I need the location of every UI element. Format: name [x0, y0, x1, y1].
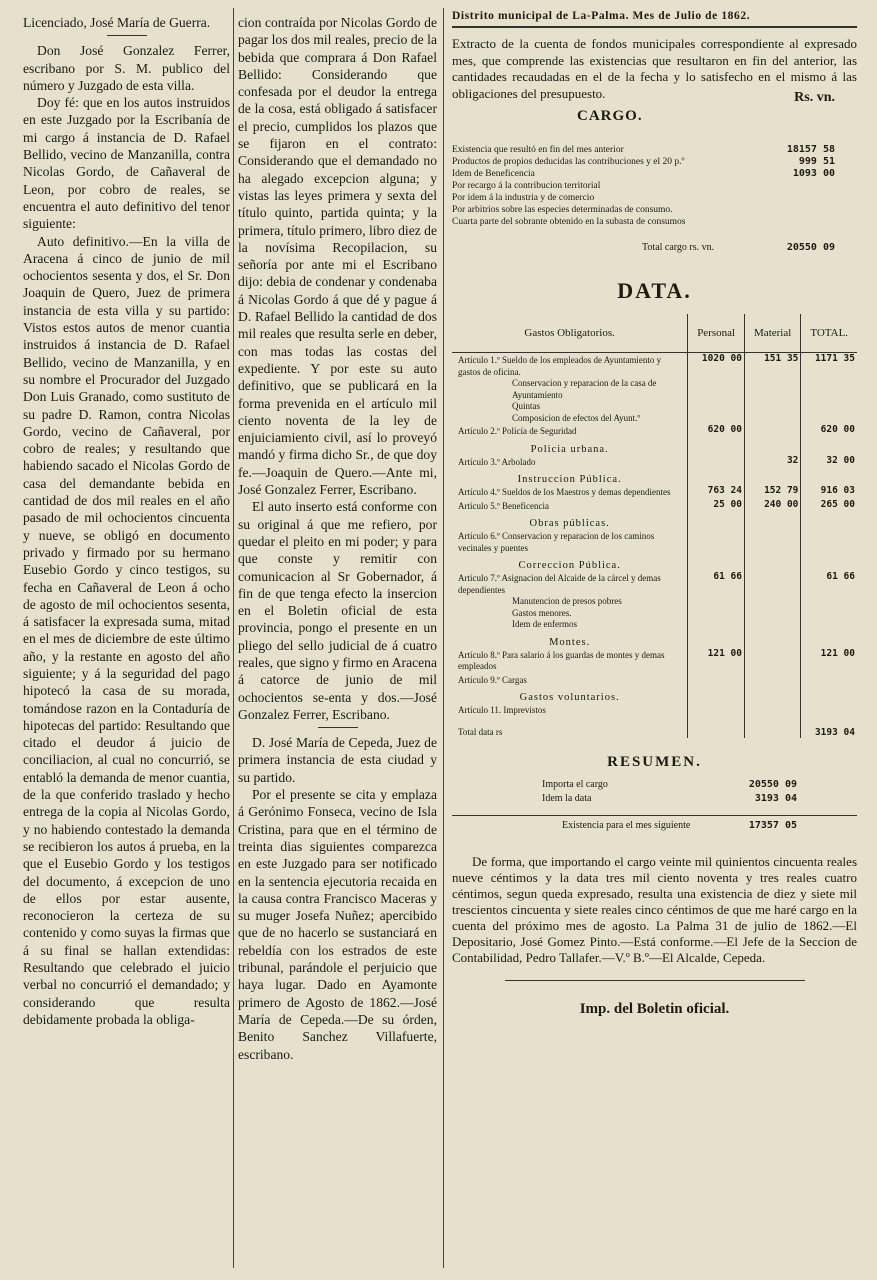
- article-row: [452, 378, 857, 401]
- signature-line: Licenciado, José María de Guerra.: [23, 15, 211, 30]
- cargo-row-label: Idem de Beneficencia: [452, 169, 535, 179]
- section-label: Correccion Pública.: [452, 554, 688, 571]
- article-row: [452, 619, 857, 631]
- notice-continuation: cion contraída por Nicolas Gordo de pagar los dos mil reales, precio de la bebida que comprara á Don Rafael Bellido: Considerando que confesada por el deudor la entrega de la cosa, está obligado á satisfacer el precio, cumplidos los plazos que se fijaron en el contrato: Considerando que el demandado no ha alegado excepcion alguna; y vistas las leyes primera y sexta del título quinto, partida quinta; y la primera, título primero, libro diez de la novísima Recopilacion, su señoría por ante mi el Escribano dijo: debia de condenar y condenaba á Nicolas Gordo á que dé y pague á D. Rafael Bellido la cantidad de dos mil reales que resulta serle en deber, con mas todas las costas del expediente. Y por este su auto definitivo, que se publicará en la forma prevenida en el artículo mil ciento noventa de la ley de enjuiciamiento civil, así lo proveyó mandó y firma dicho Sr., de que doy fe.—Joaquin de Quero.—Ante mi, José Gonzalez Ferrer, Escribano.: [238, 15, 437, 498]
- personal-amount: [688, 717, 745, 739]
- cargo-row: [452, 168, 857, 180]
- header-material: Material: [744, 314, 800, 353]
- personal-amount: [688, 619, 745, 631]
- material-amount: [744, 468, 800, 485]
- article-row: [452, 571, 857, 596]
- total-amount: 121 00: [820, 647, 855, 659]
- header-gastos: Gastos Obligatorios.: [452, 314, 688, 353]
- cargo-list: [452, 144, 857, 228]
- resumen-label: Existencia para el mes siguiente: [562, 820, 691, 831]
- resumen-row: [452, 815, 857, 836]
- row-label: Artículo 2.º Policía de Seguridad: [452, 424, 688, 438]
- material-amount: 32: [744, 455, 800, 469]
- section-label: Instruccion Pública.: [452, 468, 688, 485]
- notice-paragraph: El auto inserto está conforme con su original á que me refiero, por quedar el pleito en mi poder; y para que conste y remitir con comunicacion al Sr Gobernador, á fin de que tenga efecto la insercion en el Boletin oficial de esta provincia, pongo el presente en un pliego del sello judicial de á cuatro reales, que signo y firmo en Aracena á catorce de junio de mil ochocientos se-enta y dos.—José Gonzalez Ferrer, Escribano.: [238, 499, 437, 722]
- separator-rule: [107, 35, 147, 36]
- cargo-row-label: Productos de propios deducidas las contribuciones y el 20 p.º: [452, 157, 685, 167]
- total-amount: 3193 04: [814, 726, 855, 738]
- material-amount: [744, 631, 800, 648]
- article-row: [452, 703, 857, 717]
- row-label: Artículo 6.º Conservacion y reparacion de los caminos vecinales y puentes: [452, 529, 688, 554]
- total-amount: 620 00: [820, 424, 855, 435]
- row-label: Artículo 1.º Sueldo de los empleados de Ayuntamiento y gastos de oficina.: [452, 353, 688, 379]
- cargo-row-label: Por idem á la industria y de comercio: [452, 193, 595, 203]
- cargo-total-amount: 20550 09: [786, 242, 835, 253]
- article-row: [452, 401, 857, 413]
- total-amount: [801, 554, 857, 571]
- personal-amount: 763 24: [688, 485, 745, 499]
- total-amount: [801, 529, 857, 554]
- personal-amount: 25 00: [688, 499, 745, 513]
- printer-footer: Imp. del Boletin oficial.: [579, 1001, 730, 1017]
- personal-amount: 1020 00: [688, 353, 745, 379]
- row-label: Artículo 3.º Arbolado: [452, 455, 688, 469]
- resumen-label: Idem la data: [542, 793, 592, 804]
- material-amount: [744, 378, 800, 401]
- personal-amount: 121 00: [688, 648, 745, 673]
- currency-label: Rs. vn.: [794, 90, 835, 105]
- article-row: [452, 596, 857, 608]
- resumen-title: RESUMEN.: [607, 754, 702, 770]
- article-row: [452, 413, 857, 425]
- cargo-row-amount: 18157 58: [786, 144, 835, 155]
- material-amount: [744, 554, 800, 571]
- section-row: [452, 438, 857, 455]
- personal-amount: 620 00: [688, 424, 745, 438]
- section-label: Policia urbana.: [452, 438, 688, 455]
- personal-amount: [688, 703, 745, 717]
- resumen-amount: 17357 05: [748, 820, 797, 831]
- personal-amount: [688, 596, 745, 608]
- cargo-header: [452, 90, 857, 144]
- notice-paragraph: Doy fé: que en los autos instruidos en este Juzgado por la Escribanía de mi cargo á instancia de D. Rafael Bellido, vecino de Manzanilla, contra Nicolas Gordo, de Cañaveral de Leon, por cobro de reales, se encuentra el auto definitivo del tenor siguiente:: [23, 95, 230, 232]
- total-amount: [801, 703, 857, 717]
- column-legal-notice-2: [238, 14, 437, 1063]
- personal-amount: [688, 438, 745, 455]
- notary-heading: Don José Gonzalez Ferrer, escribano por S. M. publico del número y Juzgado de esta villa.: [23, 43, 230, 93]
- row-label: Quintas: [452, 401, 688, 413]
- section-row: [452, 468, 857, 485]
- cargo-total-row: [452, 242, 857, 266]
- personal-amount: [688, 378, 745, 401]
- section-label: Obras públicas.: [452, 512, 688, 529]
- row-label: Artículo 11. Imprevistos: [452, 703, 688, 717]
- total-amount: [801, 619, 857, 631]
- personal-amount: [688, 608, 745, 620]
- resumen-row: [452, 779, 857, 793]
- row-label: Gastos menores.: [452, 608, 688, 620]
- cargo-total-label: Total cargo rs. vn.: [642, 242, 715, 253]
- material-amount: 151 35: [744, 353, 800, 379]
- row-label: Composicion de efectos del Ayunt.º: [452, 413, 688, 425]
- total-amount: [801, 608, 857, 620]
- personal-amount: [688, 631, 745, 648]
- cargo-row-label: Cuarta parte del sobrante obtenido en la subasta de consumos: [452, 217, 686, 227]
- row-label: Idem de enfermos: [452, 619, 688, 631]
- row-label: Manutencion de presos pobres: [452, 596, 688, 608]
- total-amount: [801, 438, 857, 455]
- data-table-header: [452, 314, 857, 353]
- data-table-body: [452, 353, 857, 739]
- cargo-row: [452, 204, 857, 216]
- material-amount: [744, 619, 800, 631]
- cargo-row-label: Por arbitrios sobre las especies determinadas de consumo.: [452, 205, 673, 215]
- total-amount: 1171 35: [814, 353, 855, 364]
- section-label: Montes.: [452, 631, 688, 648]
- column-municipal-account: [452, 10, 857, 1018]
- data-table: [452, 314, 857, 738]
- total-amount: [801, 468, 857, 485]
- row-label: Artículo 4.º Sueldos de los Maestros y demas dependientes: [452, 485, 688, 499]
- total-amount: [801, 401, 857, 413]
- row-label: Artículo 8.º Para salario á los guardas de montes y demas empleados: [452, 648, 688, 673]
- footer-rule: [505, 980, 805, 981]
- total-amount: 32 00: [826, 454, 855, 466]
- article-row: [452, 455, 857, 469]
- total-amount: [801, 686, 857, 703]
- material-amount: 152 79: [744, 485, 800, 499]
- resumen-amount: 3193 04: [754, 793, 797, 804]
- column-divider: [233, 8, 234, 1268]
- total-amount: [801, 596, 857, 608]
- material-amount: [744, 717, 800, 739]
- cargo-row: [452, 180, 857, 192]
- total-amount: [801, 378, 857, 401]
- total-amount: [801, 631, 857, 648]
- resumen-row: [452, 793, 857, 807]
- total-amount: 916 03: [820, 485, 855, 496]
- article-row: [452, 673, 857, 687]
- material-amount: [744, 424, 800, 438]
- column-legal-notice-1: [23, 14, 230, 1028]
- judge-heading: D. José María de Cepeda, Juez de primera instancia de esta ciudad y su partido.: [238, 735, 437, 785]
- cargo-row-label: Existencia que resultó en fin del mes anterior: [452, 145, 624, 155]
- personal-amount: [688, 512, 745, 529]
- total-amount: [801, 413, 857, 425]
- personal-amount: [688, 455, 745, 469]
- resumen-amount: 20550 09: [748, 779, 797, 790]
- material-amount: [744, 529, 800, 554]
- personal-amount: [688, 413, 745, 425]
- material-amount: [744, 673, 800, 687]
- personal-amount: [688, 529, 745, 554]
- row-label: Artículo 7.º Asignacion del Alcaide de la cárcel y demas dependientes: [452, 571, 688, 596]
- cargo-row: [452, 144, 857, 156]
- material-amount: [744, 703, 800, 717]
- total-amount: [801, 673, 857, 687]
- personal-amount: [688, 673, 745, 687]
- section-row: [452, 512, 857, 529]
- header-total: TOTAL.: [801, 314, 857, 353]
- cargo-row-label: Por recargo á la contribucion territorial: [452, 181, 601, 191]
- section-row: [452, 631, 857, 648]
- material-amount: [744, 596, 800, 608]
- summons-paragraph: Por el presente se cita y emplaza á Gerónimo Fonseca, vecino de Isla Cristina, para que en el término de treinta dias siguientes comparezca en este Juzgado para ser notificado en la sentencia ejecutoria recaida en la causa contra Francisco Maceras y su muger Josefa Nuñez; apercibido que de no hacerlo se sustanciará en rebeldía con los estrados de este tribunal, parándole el perjuicio que haya lugar. Dado en Ayamonte primero de Agosto de 1862.—José María de Cepeda.—De su órden, Benito Sanchez Villafuerte, escribano.: [238, 787, 437, 1062]
- section-label: Gastos voluntarios.: [452, 686, 688, 703]
- cargo-row-amount: 1093 00: [792, 168, 835, 179]
- material-amount: [744, 648, 800, 673]
- cargo-row: [452, 156, 857, 168]
- material-amount: [744, 438, 800, 455]
- article-row: [452, 424, 857, 438]
- row-label: Conservacion y reparacion de la casa de Ayuntamiento: [452, 378, 688, 401]
- separator-rule: [318, 727, 358, 728]
- auto-definitivo-paragraph: Auto definitivo.—En la villa de Aracena á cinco de junio de mil ochocientos sesenta y dos, el Sr. Don Joaquin de Quero, Juez de primera instancia de esta villa y su partido: Vistos estos autos de menor cuantia instruidos á instancia de D. Rafael Bellido, vecino de Manzanilla, y en su nombre el Procurador del Juzgado Don Luis Granado, como sustituto de su padre D. Ramon, contra Nicolas Gordo, vecino de Cañaveral, por cobro de reales; y resultando que habiendo sacado el Nicolas Gordo de casa del demandante bebida en cantidad de dos mil reales en el año pasado de mil ochocientos cincuenta y nueve, se obligó en documento privado y firmado por su hermano Eusebio Gordo y cinco testigos, su fecha en Cañaveral de Leon á ocho de agosto de mil ochocientos sesenta, á satisfacer la expresada suma, mitad en el mes de diciembre de este último año, y la restante en agosto del año siguiente; y á la seguridad del pago hipotecó la casa de su morada, tomándose razon en la Contaduría de hipotecas del partido: Resultando que citado el deudor á juicio de conciliacion, al cual no concurrió, se entabló la demanda de menor cuantia, de la que conferido traslado y hecho entrega de la copia al Nicolas Gordo, y no habiendo contestado la demanda se recibieron los autos á prueba, en la que el Eusebio Gordo y los testigos del documento, á excepcion de uno de ellos por estar ausente, reconocieron la certeza de su contenido y como suyas la firmas que á su final se hallan extendidas: Resultando que celebrado el juicio verbal no concurrió el demandado; y considerando que resulta debidamente probada la obliga-: [23, 233, 230, 1027]
- personal-amount: [688, 468, 745, 485]
- total-amount: [801, 512, 857, 529]
- account-intro: Extracto de la cuenta de fondos municipales correspondiente al expresado mes, que comprende las existencias que resultaron en fin del anterior, las cantidades recaudadas en el de la fecha y lo satisfecho en el mismo á las obligaciones del presupuesto.: [452, 36, 857, 101]
- material-amount: [744, 413, 800, 425]
- column-divider: [443, 8, 444, 1268]
- district-header: Distrito municipal de La-Palma. Mes de Julio de 1862.: [452, 10, 751, 22]
- row-label: Artículo 9.º Cargas: [452, 673, 688, 687]
- row-label: Total data rs: [452, 717, 688, 739]
- section-row: [452, 686, 857, 703]
- cargo-row: [452, 192, 857, 204]
- article-row: [452, 608, 857, 620]
- article-row: [452, 485, 857, 499]
- cargo-row: [452, 216, 857, 228]
- row-label: Artículo 5.º Beneficencia: [452, 499, 688, 513]
- material-amount: [744, 571, 800, 596]
- material-amount: [744, 608, 800, 620]
- data-title: DATA.: [617, 278, 692, 303]
- cargo-row-amount: 999 51: [798, 156, 835, 167]
- material-amount: [744, 686, 800, 703]
- total-amount: 61 66: [826, 571, 855, 582]
- personal-amount: [688, 401, 745, 413]
- conclusion-paragraph: De forma, que importando el cargo veinte mil quinientos cincuenta reales nueve céntimos y la data tres mil ciento noventa y tres reales cuatro céntimos, segun queda expresado, resulta una existencia de diez y siete mil trescientos cincuenta y siete reales cinco céntimos de que me haré cargo en la cuenta del próximo mes de agosto. La Palma 31 de julio de 1862.—El Depositario, José Gomez Pinto.—Está conforme.—El Jefe de la Seccion de Contabilidad, Pedro Tallafer.—V.º B.º—El Alcalde, Cepeda.: [452, 854, 857, 965]
- total-row: [452, 717, 857, 739]
- cargo-title: CARGO.: [577, 108, 643, 124]
- personal-amount: [688, 554, 745, 571]
- material-amount: [744, 401, 800, 413]
- section-row: [452, 554, 857, 571]
- header-rule: [452, 26, 857, 28]
- material-amount: 240 00: [744, 499, 800, 513]
- total-amount: 265 00: [820, 498, 855, 510]
- resumen-list: [452, 779, 857, 836]
- article-row: [452, 529, 857, 554]
- material-amount: [744, 512, 800, 529]
- article-row: [452, 648, 857, 673]
- personal-amount: [688, 686, 745, 703]
- resumen-label: Importa el cargo: [542, 779, 608, 790]
- article-row: [452, 353, 857, 379]
- article-row: [452, 499, 857, 513]
- header-personal: Personal: [688, 314, 745, 353]
- personal-amount: 61 66: [688, 571, 745, 596]
